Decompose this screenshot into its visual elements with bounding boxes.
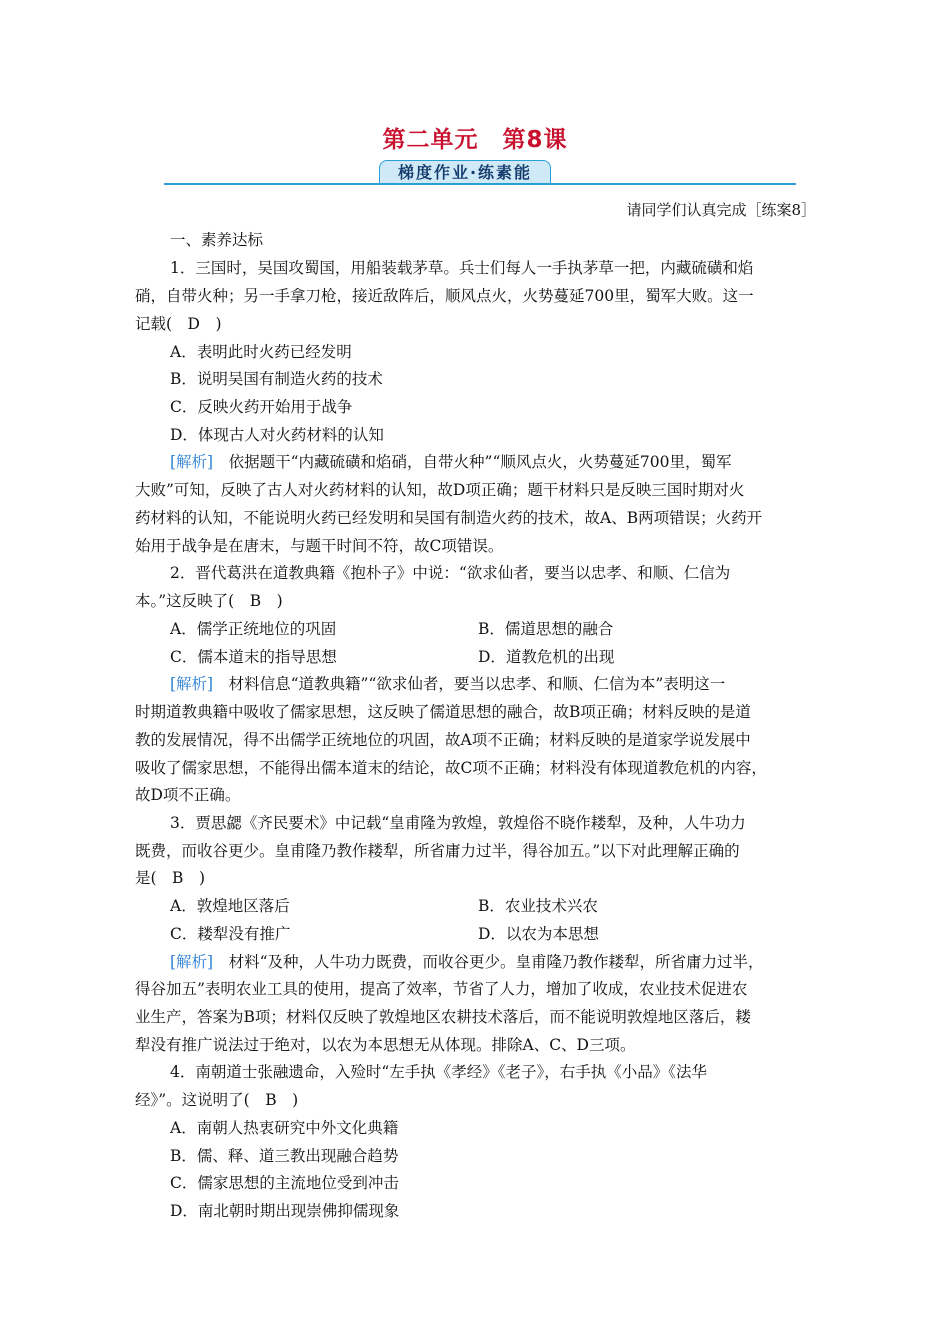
- q1-stem-line-3: 记载( D ): [135, 315, 222, 333]
- q3-option-c: C．耧犁没有推广: [170, 925, 291, 943]
- q2-option-d: D．道教危机的出现: [478, 648, 615, 666]
- q3-option-d: D．以农为本思想: [478, 925, 599, 943]
- q2-analysis-line-4: 吸收了儒家思想，不能得出儒本道末的结论，故C项不正确；材料没有体现道教危机的内容，: [135, 759, 767, 777]
- analysis-tag: [解析]: [170, 453, 214, 471]
- q2-analysis-line-2: 时期道教典籍中吸收了儒家思想，这反映了儒道思想的融合，故B项正确；材料反映的是道: [135, 703, 751, 721]
- q1-stem-line-1: 1．三国时，吴国攻蜀国，用船装载茅草。兵士们每人一手执茅草一把，内藏硫磺和焰: [170, 259, 754, 277]
- q2-option-b: B．儒道思想的融合: [478, 620, 614, 638]
- section-heading: 一、素养达标: [170, 231, 264, 249]
- q2-option-a: A．儒学正统地位的巩固: [170, 620, 337, 638]
- q2-analysis-line-3: 教的发展情况，得不出儒学正统地位的巩固，故A项不正确；材料反映的是道家学说发展中: [135, 731, 751, 749]
- q1-option-a: A．表明此时火药已经发明: [170, 343, 352, 361]
- q1-analysis-line-4: 始用于战争是在唐末，与题干时间不符，故C项错误。: [135, 537, 504, 555]
- q1-analysis-line-2: 大败”可知，反映了古人对火药材料的认知，故D项正确；题干材料只是反映三国时期对火: [135, 481, 745, 499]
- q1-option-d: D．体现古人对火药材料的认知: [170, 426, 384, 444]
- q3-analysis-line-3: 业生产，答案为B项；材料仅反映了敦煌地区农耕技术落后，而不能说明敦煌地区落后，耧: [135, 1008, 751, 1026]
- q2-analysis-line-5: 故D项不正确。: [135, 786, 241, 804]
- reference-note: 请同学们认真完成［练案8］: [626, 201, 816, 219]
- q1-option-c: C．反映火药开始用于战争: [170, 398, 353, 416]
- analysis-tag: [解析]: [170, 953, 214, 971]
- q1-option-b: B．说明吴国有制造火药的技术: [170, 370, 383, 388]
- q2-stem-line-2: 本。”这反映了( B ): [135, 592, 283, 610]
- q4-option-d: D．南北朝时期出现崇佛抑儒现象: [170, 1202, 400, 1220]
- q3-stem-line-1: 3．贾思勰《齐民要术》中记载“皇甫隆为敦煌，敦煌俗不晓作耧犁，及种，人牛功力: [170, 814, 746, 832]
- q1-analysis-line-3: 药材料的认知，不能说明火药已经发明和吴国有制造火药的技术，故A、B两项错误；火药开: [135, 509, 763, 527]
- q4-stem-line-2: 经》”。这说明了( B ): [135, 1091, 299, 1109]
- q1-stem-line-2: 硝，自带火种；另一手拿刀枪，接近敌阵后，顺风点火，火势蔓延700里，蜀军大败。这一: [135, 287, 754, 305]
- banner-divider: [164, 183, 796, 185]
- q3-analysis-line-4: 犁没有推广说法过于绝对，以农为本思想无从体现。排除A、C、D三项。: [135, 1036, 636, 1054]
- page-title: 第二单元 第8课: [382, 127, 568, 153]
- q4-option-a: A．南朝人热衷研究中外文化典籍: [170, 1119, 399, 1137]
- q3-stem-line-2: 既费，而收谷更少。皇甫隆乃教作耧犁，所省庸力过半，得谷加五。”以下对此理解正确的: [135, 842, 740, 860]
- q2-option-c: C．儒本道末的指导思想: [170, 648, 337, 666]
- q3-analysis-line-1: [解析] 材料“及种，人牛功力既费，而收谷更少。皇甫隆乃教作耧犁，所省庸力过半，: [170, 953, 764, 971]
- q1-analysis-line-1: [解析] 依据题干“内藏硫磺和焰硝，自带火种”“顺风点火，火势蔓延700里，蜀军: [170, 453, 732, 471]
- q4-option-b: B．儒、释、道三教出现融合趋势: [170, 1147, 399, 1165]
- q3-option-a: A．敦煌地区落后: [170, 897, 290, 915]
- q4-option-c: C．儒家思想的主流地位受到冲击: [170, 1174, 399, 1192]
- q4-stem-line-1: 4．南朝道士张融遗命，入殓时“左手执《孝经》《老子》，右手执《小品》《法华: [170, 1063, 708, 1081]
- q3-option-b: B．农业技术兴农: [478, 897, 598, 915]
- q2-stem-line-1: 2．晋代葛洪在道教典籍《抱朴子》中说：“欲求仙者，要当以忠孝、和顺、仁信为: [170, 564, 731, 582]
- q2-analysis-line-1: [解析] 材料信息“道教典籍”“欲求仙者，要当以忠孝、和顺、仁信为本”表明这一: [170, 675, 726, 693]
- section-banner: 梯度作业·练素能: [379, 160, 551, 184]
- q3-stem-line-3: 是( B ): [135, 869, 205, 887]
- analysis-tag: [解析]: [170, 675, 214, 693]
- q3-analysis-line-2: 得谷加五”表明农业工具的使用，提高了效率，节省了人力，增加了收成，农业技术促进农: [135, 980, 748, 998]
